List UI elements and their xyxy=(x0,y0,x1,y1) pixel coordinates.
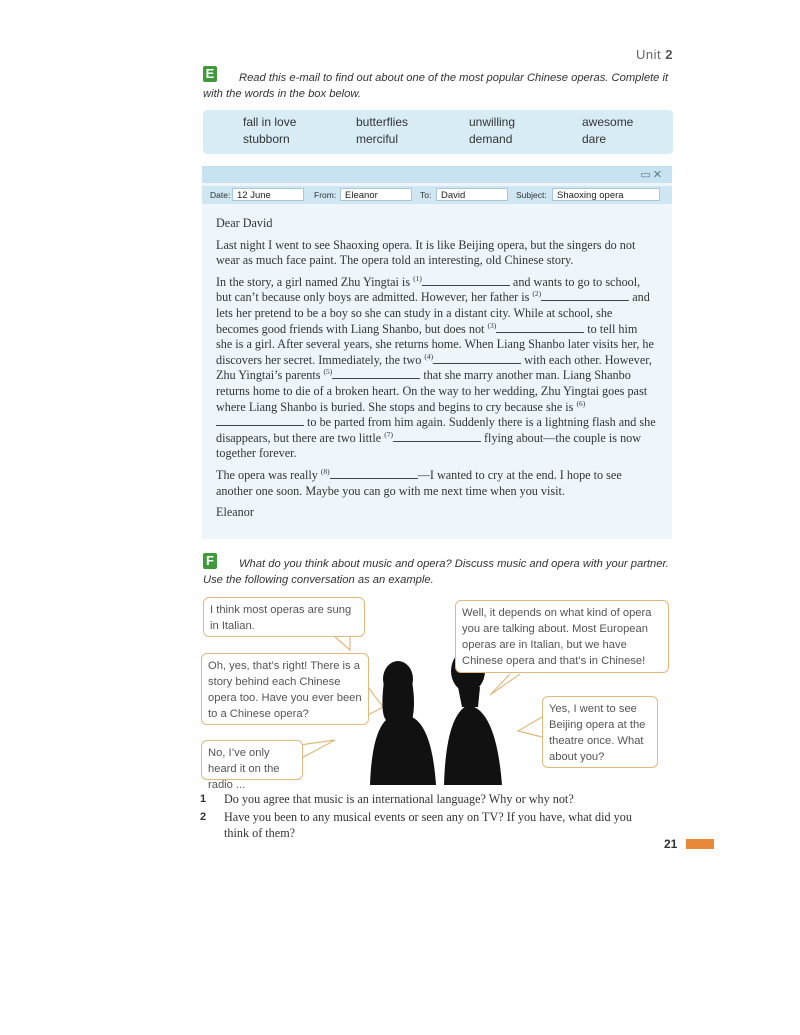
email-paragraph-2: In the story, a girl named Zhu Yingtai is $^{(1)}$ and wants to go to school, but can’t because only boys are admitted. However, her father is $^{(2)}$ and lets her pretend to be a boy so she can study in a distant city. While at school, she becomes good friends with Liang Shanbo, but does not $^{(3)}$ to tell him she is a girl. After several years, she returns home. When Liang Shanbo later visits her, he discovers her secret. Immediately, the two $^{(4)}$ with each other. However, Zhu Yingtai’s parents $^{(5)}$ that she marry another man. Liang Shanbo returns home to die of a broken heart. On the way to her wedding, Zhu Yingtai goes past where Liang Shanbo is buried. She stops and begins to cry because she is $^{(6)}$ to be parted from him again. Suddenly there is a lightning flash and she disappears, but there are two little $^{(7)}$ flying about—the couple is now together forever. xyxy=(216,273,656,461)
section-f-badge: F xyxy=(203,553,217,569)
blank-number: (6) xyxy=(576,398,586,408)
word-box xyxy=(203,110,673,154)
bubble-tail-icon xyxy=(518,717,542,737)
email-paragraph-3: The opera was really $^{(8)}$ —I wanted to cry at the end. I hope to see another one soon. Maybe you can go with me next time when you visit. xyxy=(216,466,622,498)
blank-number: (4) xyxy=(424,351,434,361)
section-e-instruction: Read this e-mail to find out about one of the most popular Chinese operas. Complete it with the words in the box below. xyxy=(203,72,669,100)
word-item: dare xyxy=(582,132,607,146)
word-item: demand xyxy=(469,132,513,146)
blank-number: (5) xyxy=(323,367,333,377)
bubble-tail-icon xyxy=(335,637,350,650)
question-number: 2 xyxy=(200,811,207,823)
question-text: Do you agree that music is an international language? Why or why not? xyxy=(224,792,574,806)
page-number: 21 xyxy=(664,837,678,851)
subject-field[interactable]: Shaoxing opera xyxy=(552,188,660,201)
email-window xyxy=(202,166,672,539)
blank-number: (1) xyxy=(413,273,422,283)
woman-silhouette-icon xyxy=(370,661,436,785)
speech-bubble-4: Yes, I went to see Beijing opera at the theatre once. What about you? xyxy=(542,696,658,768)
question-text: Have you been to any musical events or seen any on TV? If you have, what did you think of them? xyxy=(224,810,632,840)
blank-7[interactable] xyxy=(393,431,481,442)
word-item: unwilling xyxy=(469,115,516,129)
word-item: stubborn xyxy=(243,132,290,146)
section-e-badge: E xyxy=(203,66,217,82)
blank-3[interactable] xyxy=(496,322,584,333)
email-greeting: Dear David xyxy=(216,216,273,230)
to-label: To: xyxy=(420,190,432,200)
from-field[interactable]: Eleanor xyxy=(340,188,412,201)
blank-1[interactable] xyxy=(422,275,510,286)
from-label: From: xyxy=(314,190,337,200)
word-item: butterflies xyxy=(356,115,409,129)
question-number: 1 xyxy=(200,793,207,805)
to-field[interactable]: David xyxy=(436,188,508,201)
email-paragraph-1: Last night I went to see Shaoxing opera. It is like Beijing opera, but the singers do not wear as much face paint. The opera told an interesting, old Chinese story. xyxy=(216,237,636,268)
word-item: awesome xyxy=(582,115,634,129)
email-signoff: Eleanor xyxy=(216,505,254,520)
unit-label: Unit 2 xyxy=(636,47,673,62)
bubble-tail-icon xyxy=(490,674,520,695)
blank-8[interactable] xyxy=(330,468,418,479)
blank-number: (3) xyxy=(487,320,497,330)
word-item: fall in love xyxy=(243,115,297,129)
date-field[interactable]: 12 June xyxy=(232,188,304,201)
blank-4[interactable] xyxy=(433,353,521,364)
email-body xyxy=(216,216,656,527)
email-title-bar xyxy=(202,167,672,183)
word-item: merciful xyxy=(356,132,399,146)
bubble-tail-icon xyxy=(368,687,383,715)
bubble-tail-icon xyxy=(300,740,335,759)
subject-label: Subject: xyxy=(516,190,547,200)
section-f-instruction: What do you think about music and opera? Discuss music and opera with your partner. Use the following conversation as an example. xyxy=(203,558,669,586)
blank-number: (2) xyxy=(532,289,542,299)
page-number-bar xyxy=(686,839,714,849)
unit-number: 2 xyxy=(665,47,673,62)
speech-bubble-1: I think most operas are sung in Italian. xyxy=(203,597,365,637)
date-label: Date: xyxy=(210,190,231,200)
blank-2[interactable] xyxy=(541,290,629,301)
blank-number: (8) xyxy=(320,466,330,476)
blank-number: (7) xyxy=(384,429,393,439)
blank-6[interactable] xyxy=(216,415,304,426)
window-controls-icon[interactable]: ▭✕ xyxy=(640,168,664,181)
speech-bubble-3: Oh, yes, that’s right! There is a story behind each Chinese opera too. Have you ever been to a Chinese opera? xyxy=(201,653,369,725)
speech-bubble-2: Well, it depends on what kind of opera you are talking about. Most European operas are in Italian, but we have Chinese opera and that’s in Chinese! xyxy=(455,600,669,673)
email-header-row xyxy=(202,186,672,204)
blank-5[interactable] xyxy=(332,368,420,379)
speech-bubble-5: No, I’ve only heard it on the radio ... xyxy=(201,740,303,780)
